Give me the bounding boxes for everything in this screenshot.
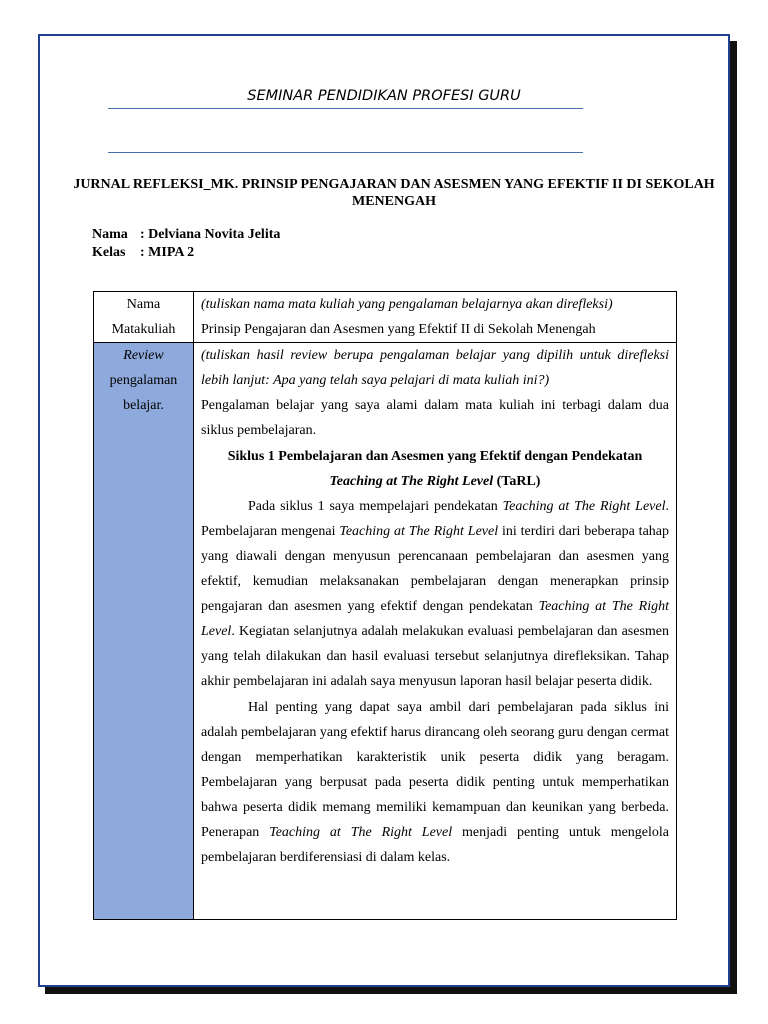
intro-paragraph: Pengalaman belajar yang saya alami dalam mata kuliah ini terbagi dalam dua siklus pembelajaran. bbox=[201, 398, 669, 439]
label-line: Nama bbox=[126, 297, 161, 312]
course-name: Prinsip Pengajaran dan Asesmen yang Efektif II di Sekolah Menengah bbox=[201, 322, 596, 338]
student-name-line bbox=[92, 226, 280, 244]
journal-title: JURNAL REFLEKSI_MK. PRINSIP PENGAJARAN DAN ASESMEN YANG EFEKTIF II DI SEKOLAH MENENGAH bbox=[73, 177, 715, 209]
body-paragraph bbox=[201, 695, 669, 871]
top-divider bbox=[108, 108, 583, 109]
student-info bbox=[92, 226, 280, 262]
text-run: Hal penting yang dapat saya ambil dari pembelajaran pada siklus ini adalah pembelajaran yang efektif harus dirancang oleh seorang guru dengan cermat dengan memperhatikan karakteristik unik peserta didik yang beragam. Pembelajaran yang berpusat pada peserta didik penting untuk memperhatikan bahwa peserta didik memang memiliki kemampuan dan keunikan yang berbeda. Penerapan bbox=[201, 699, 670, 840]
instruction-text: (tuliskan nama mata kuliah yang pengalaman belajarnya akan direfleksi) bbox=[201, 297, 613, 312]
row-label-cell bbox=[94, 292, 194, 343]
table-row bbox=[94, 292, 677, 343]
reflection-table bbox=[93, 291, 677, 920]
label-line: Review bbox=[123, 348, 164, 364]
text-run: menjadi penting untuk mengelola pembelajaran berdiferensiasi di dalam kelas. bbox=[201, 824, 670, 866]
text-run: ini terdiri dari beberapa tahap yang diawali dengan menyusun perencanaan pembelajaran dan asesmen yang efektif, kemudian melaksanakan pembelajaran dengan menerapkan prinsip pengajaran dan asesmen yang efektif dengan pendekatan bbox=[201, 523, 670, 615]
student-class-line bbox=[92, 244, 280, 262]
heading-text: Siklus 1 Pembelajaran dan Asesmen yang Efektif dengan Pendekatan bbox=[227, 448, 643, 464]
row-content-cell bbox=[194, 292, 677, 343]
nama-label: Nama bbox=[92, 227, 128, 242]
text-run: . Pembelajaran mengenai bbox=[201, 498, 669, 539]
heading-italic: Teaching at The Right Level bbox=[329, 473, 494, 489]
instruction-text: (tuliskan hasil review berupa pengalaman belajar yang dipilih untuk direfleksi lebih lanjut: Apa yang telah saya pelajari di mata kuliah ini?) bbox=[201, 348, 669, 389]
italic-run: Teaching at The Right Level bbox=[201, 599, 669, 640]
text-run: . Kegiatan selanjutnya adalah melakukan evaluasi pembelajaran dan asesmen yang telah dilakukan dan hasil evaluasi tersebut selanjutnya direfleksikan. Tahap akhir pembelajaran ini adalah saya menyusun laporan hasil belajar peserta didik. bbox=[201, 624, 669, 690]
italic-run: Teaching at The Right Level bbox=[269, 824, 453, 840]
label-line: Matakuliah bbox=[111, 322, 176, 337]
italic-run: Teaching at The Right Level bbox=[339, 523, 499, 539]
kelas-label: Kelas bbox=[92, 245, 126, 260]
section-heading bbox=[201, 444, 669, 494]
table-row bbox=[94, 343, 677, 920]
label-line: pengalaman bbox=[109, 373, 178, 389]
row-content-cell bbox=[194, 343, 677, 920]
heading-abbrev: (TaRL) bbox=[496, 473, 541, 489]
italic-run: Teaching at The Right Level bbox=[502, 498, 666, 514]
body-paragraph bbox=[201, 494, 669, 695]
row-label-cell bbox=[94, 343, 194, 920]
seminar-title: SEMINAR PENDIDIKAN PROFESI GURU bbox=[247, 88, 521, 104]
text-run: Pada siklus 1 saya mempelajari pendekatan bbox=[248, 498, 503, 514]
kelas-value: : MIPA 2 bbox=[140, 245, 195, 260]
bottom-divider bbox=[108, 152, 583, 153]
label-line: belajar. bbox=[123, 398, 164, 414]
nama-value: : Delviana Novita Jelita bbox=[140, 227, 281, 242]
